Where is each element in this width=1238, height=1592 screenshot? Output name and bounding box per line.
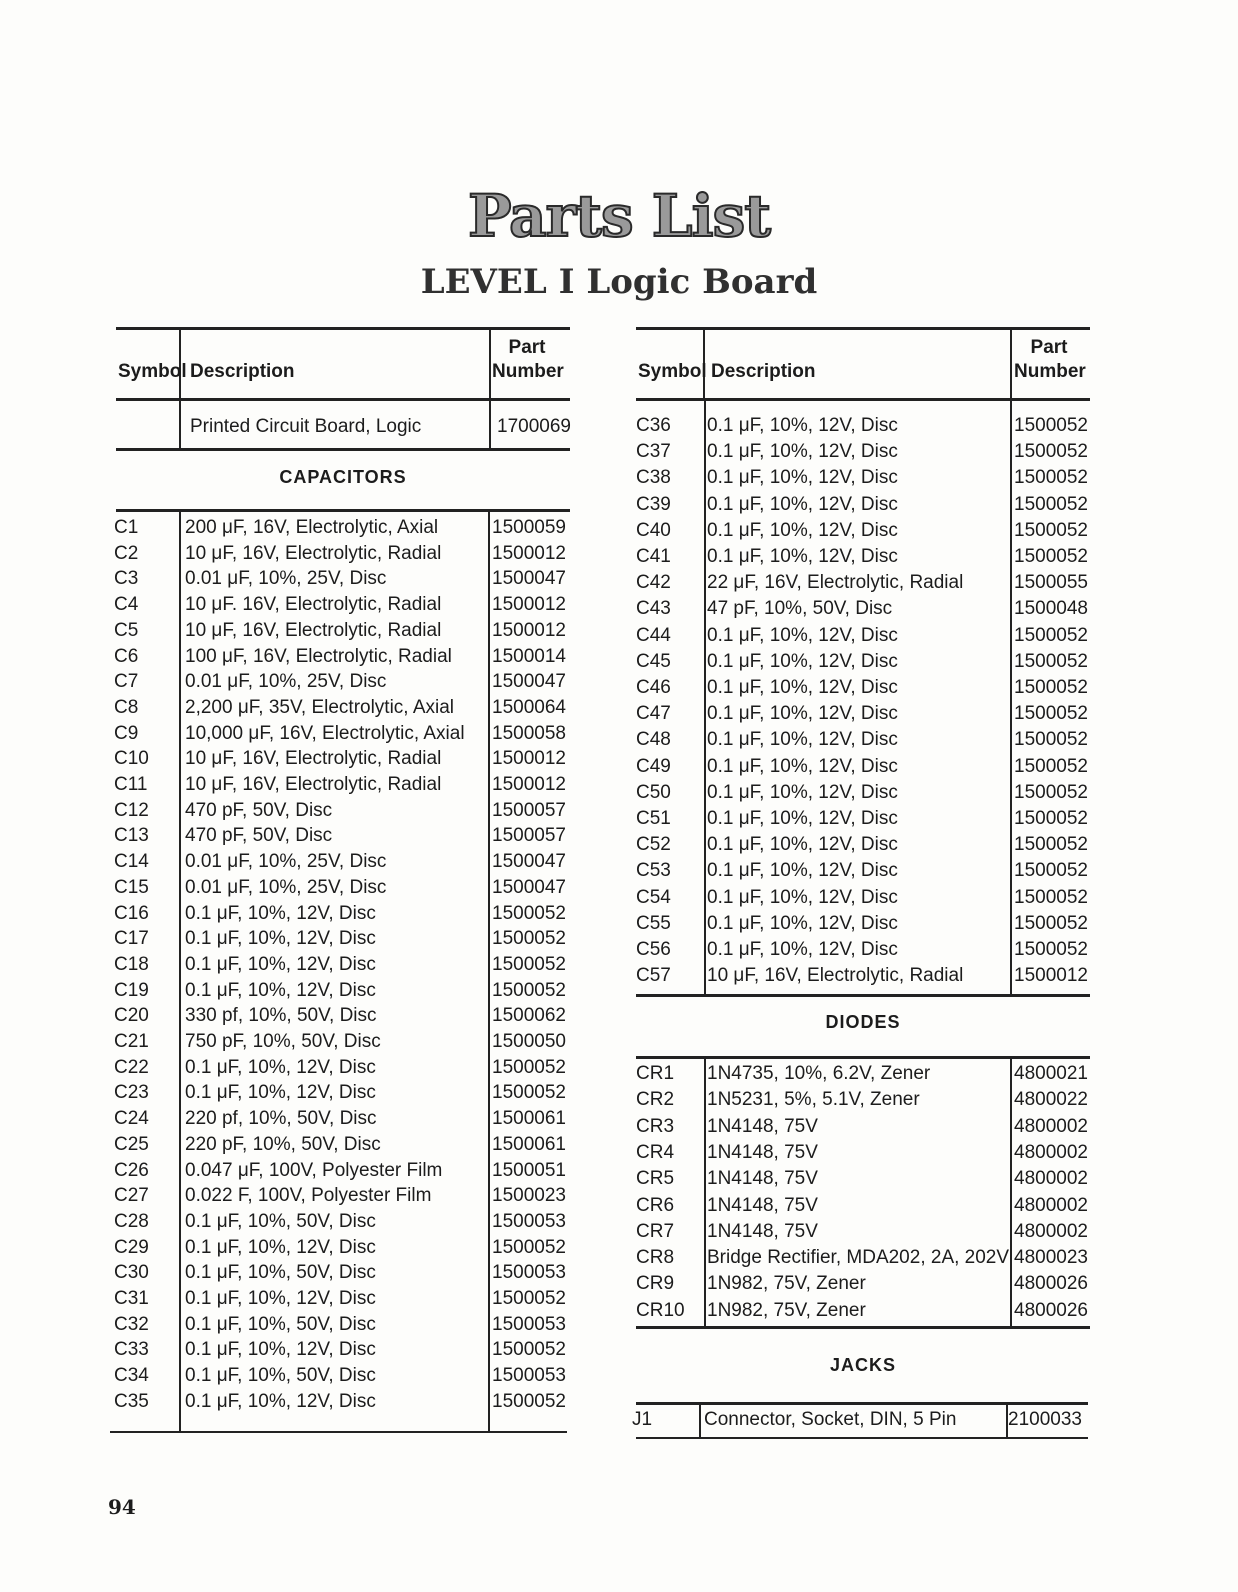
- caps-left-divider-2: [488, 512, 490, 1432]
- part-description: 0.1 μF, 10%, 12V, Disc: [707, 415, 898, 436]
- part-number: 1500052: [1014, 729, 1088, 751]
- part-description: 0.1 μF, 10%, 12V, Disc: [707, 467, 898, 489]
- capacitors-top-rule: [116, 509, 570, 512]
- part-symbol: C44: [636, 624, 671, 646]
- part-number: 1500057: [492, 799, 566, 821]
- part-symbol: C56: [636, 939, 671, 960]
- part-symbol: C12: [114, 799, 149, 821]
- part-description: 0.1 μF, 10%, 50V, Disc: [185, 1210, 376, 1232]
- part-symbol: C17: [114, 928, 149, 950]
- part-description: 1N982, 75V, Zener: [707, 1273, 866, 1295]
- part-symbol: C18: [114, 953, 149, 975]
- part-symbol: CR8: [636, 1247, 675, 1269]
- board-row: [116, 414, 570, 440]
- part-number: 1500053: [492, 1262, 566, 1284]
- part-symbol: C46: [636, 677, 671, 698]
- part-symbol: CR1: [636, 1063, 675, 1084]
- part-number: 1500052: [492, 1390, 566, 1412]
- part-description: 0.1 μF, 10%, 12V, Disc: [707, 546, 898, 567]
- part-symbol: C27: [114, 1185, 149, 1207]
- part-number: 1500062: [492, 1005, 566, 1027]
- part-description: 1N4148, 75V: [707, 1194, 818, 1216]
- part-description: 1N4148, 75V: [707, 1141, 818, 1163]
- part-description: 0.1 μF, 10%, 12V, Disc: [707, 519, 898, 541]
- part-symbol: C16: [114, 902, 149, 924]
- part-description: 0.1 μF, 10%, 50V, Disc: [185, 1313, 376, 1335]
- left-header-part-line1: Part: [508, 337, 546, 358]
- part-number: 1500061: [492, 1108, 566, 1130]
- part-symbol: C41: [636, 546, 671, 567]
- right-header-part-line2: Number: [1014, 361, 1086, 382]
- part-description: 0.1 μF, 10%, 12V, Disc: [707, 939, 898, 960]
- part-description: 0.1 μF, 10%, 12V, Disc: [707, 808, 898, 829]
- part-description: 0.1 μF, 10%, 12V, Disc: [185, 979, 376, 1001]
- jack-row: [632, 1407, 1090, 1433]
- part-description: 0.1 μF, 10%, 12V, Disc: [707, 755, 898, 777]
- part-number: 1500047: [492, 568, 566, 590]
- part-description: 0.1 μF, 10%, 12V, Disc: [707, 624, 898, 646]
- part-number: 1500052: [1014, 808, 1088, 829]
- part-symbol: C22: [114, 1056, 149, 1078]
- part-description: 0.1 μF, 10%, 12V, Disc: [707, 493, 898, 515]
- part-number: 1500052: [1014, 546, 1088, 567]
- part-description: 22 μF, 16V, Electrolytic, Radial: [707, 572, 964, 594]
- part-symbol: C38: [636, 467, 671, 489]
- caps-right-divider-2: [1010, 401, 1012, 994]
- part-number: 1500052: [1014, 624, 1088, 646]
- part-description: 10 μF, 16V, Electrolytic, Radial: [185, 619, 442, 641]
- part-number: 1500052: [1014, 781, 1088, 803]
- part-description: 100 μF, 16V, Electrolytic, Radial: [185, 645, 452, 667]
- part-description: 10 μF, 16V, Electrolytic, Radial: [185, 748, 442, 770]
- part-symbol: CR4: [636, 1141, 675, 1163]
- diodes-divider-2: [1010, 1059, 1012, 1327]
- part-number: 1500012: [492, 542, 566, 564]
- part-number: 4800023: [1014, 1247, 1088, 1269]
- part-description: 0.1 μF, 10%, 12V, Disc: [707, 703, 898, 725]
- part-number: 1500052: [492, 902, 566, 924]
- part-description: 0.022 F, 100V, Polyester Film: [185, 1185, 432, 1207]
- part-number: 1500052: [492, 953, 566, 975]
- part-number: 4800026: [1014, 1273, 1088, 1295]
- part-description: 0.1 μF, 10%, 12V, Disc: [185, 928, 376, 950]
- part-symbol: C52: [636, 834, 671, 856]
- jacks-divider-2: [1006, 1405, 1008, 1437]
- part-description: 0.01 μF, 10%, 25V, Disc: [185, 671, 387, 693]
- part-number: 1500052: [1014, 912, 1088, 934]
- part-symbol: C11: [114, 774, 148, 795]
- part-symbol: C5: [114, 619, 139, 641]
- left-header-part-line2: Number: [492, 361, 564, 382]
- part-description: 0.1 μF, 10%, 12V, Disc: [707, 650, 898, 672]
- part-symbol: C6: [114, 645, 139, 667]
- part-symbol: C26: [114, 1159, 149, 1181]
- page-number: 94: [108, 1495, 136, 1519]
- part-number: 1500059: [492, 517, 566, 538]
- part-number: 2100033: [1008, 1409, 1082, 1430]
- board-description: Printed Circuit Board, Logic: [190, 416, 422, 437]
- part-number: 1500058: [492, 722, 566, 744]
- part-number: 1500048: [1014, 598, 1088, 620]
- board-part: 1700069: [497, 416, 571, 437]
- part-symbol: CR3: [636, 1115, 675, 1137]
- jacks-top-rule: [636, 1402, 1088, 1405]
- part-description: 0.1 μF, 10%, 12V, Disc: [707, 834, 898, 856]
- part-description: 0.1 μF, 10%, 12V, Disc: [707, 441, 898, 463]
- part-number: 1500012: [492, 619, 566, 641]
- part-number: 1500012: [1014, 965, 1088, 987]
- part-description: 0.1 μF, 10%, 12V, Disc: [185, 902, 376, 924]
- right-header-symbol: Symbol: [638, 361, 707, 382]
- part-description: 0.1 μF, 10%, 12V, Disc: [707, 677, 898, 698]
- part-description: 200 μF, 16V, Electrolytic, Axial: [185, 517, 439, 538]
- part-description: 0.1 μF, 10%, 12V, Disc: [185, 1056, 376, 1078]
- part-symbol: CR9: [636, 1273, 675, 1295]
- part-number: 1500053: [492, 1365, 566, 1387]
- part-number: 1500052: [1014, 519, 1088, 541]
- part-description: 330 pf, 10%, 50V, Disc: [185, 1005, 377, 1027]
- part-symbol: C15: [114, 876, 149, 898]
- part-symbol: C8: [114, 696, 139, 718]
- part-number: 1500052: [1014, 834, 1088, 856]
- part-number: 1500052: [492, 1056, 566, 1078]
- part-symbol: CR2: [636, 1089, 675, 1111]
- left-header-symbol: Symbol: [118, 361, 187, 382]
- part-symbol: C48: [636, 729, 671, 751]
- part-number: 1500052: [1014, 939, 1088, 960]
- part-symbol: C13: [114, 825, 149, 847]
- part-description: 0.1 μF, 10%, 12V, Disc: [707, 860, 898, 882]
- part-description: 220 pF, 10%, 50V, Disc: [185, 1133, 381, 1155]
- part-symbol: J1: [632, 1409, 653, 1430]
- part-number: 1500057: [492, 825, 566, 847]
- part-symbol: C55: [636, 912, 671, 934]
- part-description: 470 pF, 50V, Disc: [185, 825, 333, 847]
- caps-right-bottom-rule: [636, 994, 1090, 997]
- part-number: 4800002: [1014, 1141, 1088, 1163]
- part-symbol: C43: [636, 598, 671, 620]
- part-description: 0.1 μF, 10%, 12V, Disc: [185, 1082, 376, 1104]
- part-number: 1500052: [1014, 886, 1088, 908]
- part-symbol: C33: [114, 1339, 149, 1361]
- part-symbol: C37: [636, 441, 671, 463]
- part-description: 470 pF, 50V, Disc: [185, 799, 333, 821]
- jacks-divider-1: [699, 1405, 701, 1437]
- part-symbol: C39: [636, 493, 671, 515]
- part-description: 0.1 μF, 10%, 12V, Disc: [707, 912, 898, 934]
- left-header-description: Description: [190, 361, 295, 382]
- part-description: 1N982, 75V, Zener: [707, 1299, 866, 1321]
- part-symbol: C28: [114, 1210, 149, 1232]
- part-symbol: C40: [636, 519, 671, 541]
- part-symbol: C21: [114, 1031, 149, 1052]
- part-symbol: C3: [114, 568, 139, 590]
- part-symbol: C31: [114, 1288, 149, 1309]
- part-number: 1500052: [1014, 677, 1088, 698]
- part-number: 1500052: [1014, 441, 1088, 463]
- part-number: 1500047: [492, 671, 566, 693]
- left-bottom-rule: [110, 1431, 567, 1433]
- part-symbol: C29: [114, 1236, 149, 1258]
- board-bottom-rule: [116, 448, 570, 451]
- part-description: Connector, Socket, DIN, 5 Pin: [704, 1409, 957, 1430]
- part-description: 0.01 μF, 10%, 25V, Disc: [185, 876, 387, 898]
- part-number: 1500055: [1014, 572, 1088, 594]
- part-number: 1500052: [492, 928, 566, 950]
- part-symbol: C32: [114, 1313, 149, 1335]
- part-symbol: CR6: [636, 1194, 675, 1216]
- part-number: 1500052: [1014, 755, 1088, 777]
- part-symbol: C35: [114, 1390, 149, 1412]
- part-symbol: C57: [636, 965, 671, 987]
- part-symbol: C24: [114, 1108, 149, 1130]
- right-header-part-line1: Part: [1030, 337, 1068, 358]
- part-number: 1500052: [1014, 650, 1088, 672]
- part-description: 0.1 μF, 10%, 50V, Disc: [185, 1262, 376, 1284]
- part-number: 1500052: [1014, 415, 1088, 436]
- jacks-bottom-rule: [636, 1437, 1088, 1439]
- page-subtitle: LEVEL I Logic Board: [420, 262, 818, 302]
- part-symbol: C42: [636, 572, 671, 594]
- part-number: 1500052: [492, 1288, 566, 1309]
- part-symbol: C45: [636, 650, 671, 672]
- part-number: 4800002: [1014, 1168, 1088, 1190]
- part-symbol: CR10: [636, 1299, 685, 1321]
- jacks-heading: JACKS: [829, 1355, 896, 1375]
- capacitors-heading: CAPACITORS: [279, 467, 407, 487]
- part-description: 0.1 μF, 10%, 12V, Disc: [185, 1339, 376, 1361]
- part-description: 0.1 μF, 10%, 12V, Disc: [185, 1288, 376, 1309]
- diodes-heading: DIODES: [825, 1012, 901, 1032]
- part-symbol: C25: [114, 1133, 149, 1155]
- part-symbol: C34: [114, 1365, 149, 1387]
- part-description: 10,000 μF, 16V, Electrolytic, Axial: [185, 722, 465, 744]
- part-number: 1500012: [492, 774, 566, 795]
- part-symbol: C20: [114, 1005, 149, 1027]
- part-description: 1N4148, 75V: [707, 1115, 818, 1137]
- part-symbol: C47: [636, 703, 671, 725]
- part-number: 1500052: [1014, 860, 1088, 882]
- diodes-divider-1: [704, 1059, 706, 1327]
- part-number: 4800026: [1014, 1299, 1088, 1321]
- left-header-bottom-rule: [116, 398, 570, 401]
- part-number: 4800022: [1014, 1089, 1088, 1111]
- part-symbol: C2: [114, 542, 139, 564]
- part-description: 0.047 μF, 100V, Polyester Film: [185, 1159, 443, 1181]
- part-description: 0.1 μF, 10%, 12V, Disc: [185, 953, 376, 975]
- part-number: 1500052: [1014, 467, 1088, 489]
- part-number: 1500023: [492, 1185, 566, 1207]
- part-number: 1500047: [492, 851, 566, 873]
- part-description: 0.01 μF, 10%, 25V, Disc: [185, 568, 387, 590]
- part-number: 4800002: [1014, 1220, 1088, 1242]
- part-description: 1N4735, 10%, 6.2V, Zener: [707, 1063, 931, 1084]
- part-description: 0.1 μF, 10%, 12V, Disc: [707, 886, 898, 908]
- part-description: 2,200 μF, 35V, Electrolytic, Axial: [185, 696, 454, 718]
- part-description: 47 pF, 10%, 50V, Disc: [707, 598, 893, 620]
- part-symbol: C9: [114, 722, 139, 744]
- right-header-description: Description: [711, 361, 816, 382]
- part-description: 1N5231, 5%, 5.1V, Zener: [707, 1089, 920, 1111]
- part-number: 1500053: [492, 1210, 566, 1232]
- part-symbol: C50: [636, 781, 671, 803]
- part-description: 10 μF, 16V, Electrolytic, Radial: [707, 965, 964, 987]
- part-symbol: C23: [114, 1082, 149, 1104]
- part-symbol: CR5: [636, 1168, 675, 1190]
- part-number: 1500064: [492, 696, 566, 718]
- part-symbol: CR7: [636, 1220, 675, 1242]
- part-description: 750 pF, 10%, 50V, Disc: [185, 1031, 381, 1052]
- part-number: 1500053: [492, 1313, 566, 1335]
- part-symbol: C7: [114, 671, 139, 693]
- left-header-divider-2: [489, 330, 491, 398]
- part-number: 1500052: [1014, 703, 1088, 725]
- diodes-bottom-rule: [636, 1326, 1090, 1329]
- part-symbol: C30: [114, 1262, 149, 1284]
- part-description: 0.1 μF, 10%, 50V, Disc: [185, 1365, 376, 1387]
- part-symbol: C49: [636, 755, 671, 777]
- part-symbol: C19: [114, 979, 149, 1001]
- part-description: 0.1 μF, 10%, 12V, Disc: [707, 781, 898, 803]
- page-title: Parts List: [467, 182, 771, 250]
- part-number: 1500061: [492, 1133, 566, 1155]
- part-number: 1500012: [492, 748, 566, 770]
- part-symbol: C4: [114, 594, 139, 616]
- part-number: 1500052: [1014, 493, 1088, 515]
- part-number: 1500050: [492, 1031, 566, 1052]
- part-symbol: C36: [636, 415, 671, 436]
- part-number: 1500052: [492, 979, 566, 1001]
- part-description: 1N4148, 75V: [707, 1220, 818, 1242]
- part-description: 0.1 μF, 10%, 12V, Disc: [707, 729, 898, 751]
- part-number: 4800002: [1014, 1115, 1088, 1137]
- part-description: 10 μF. 16V, Electrolytic, Radial: [185, 594, 442, 616]
- part-description: 10 μF, 16V, Electrolytic, Radial: [185, 542, 442, 564]
- part-symbol: C54: [636, 886, 671, 908]
- part-number: 1500052: [492, 1339, 566, 1361]
- part-description: Bridge Rectifier, MDA202, 2A, 202V: [707, 1247, 1010, 1269]
- part-description: 220 pf, 10%, 50V, Disc: [185, 1108, 377, 1130]
- part-symbol: C51: [636, 808, 671, 829]
- part-number: 4800002: [1014, 1194, 1088, 1216]
- part-number: 1500052: [492, 1236, 566, 1258]
- left-top-rule: [116, 327, 570, 330]
- part-description: 1N4148, 75V: [707, 1168, 818, 1190]
- caps-left-divider-1: [179, 512, 181, 1432]
- part-number: 1500014: [492, 645, 566, 667]
- part-symbol: C14: [114, 851, 149, 873]
- part-symbol: C53: [636, 860, 671, 882]
- caps-right-divider-1: [704, 401, 706, 994]
- part-number: 1500051: [492, 1159, 566, 1181]
- right-header-divider-2: [1010, 330, 1012, 398]
- part-description: 0.1 μF, 10%, 12V, Disc: [185, 1390, 376, 1412]
- part-description: 10 μF, 16V, Electrolytic, Radial: [185, 774, 442, 795]
- part-number: 4800021: [1014, 1063, 1088, 1084]
- part-description: 0.1 μF, 10%, 12V, Disc: [185, 1236, 376, 1258]
- part-description: 0.01 μF, 10%, 25V, Disc: [185, 851, 387, 873]
- part-symbol: C10: [114, 748, 149, 770]
- part-number: 1500012: [492, 594, 566, 616]
- part-symbol: C1: [114, 517, 139, 538]
- part-number: 1500047: [492, 876, 566, 898]
- part-number: 1500052: [492, 1082, 566, 1104]
